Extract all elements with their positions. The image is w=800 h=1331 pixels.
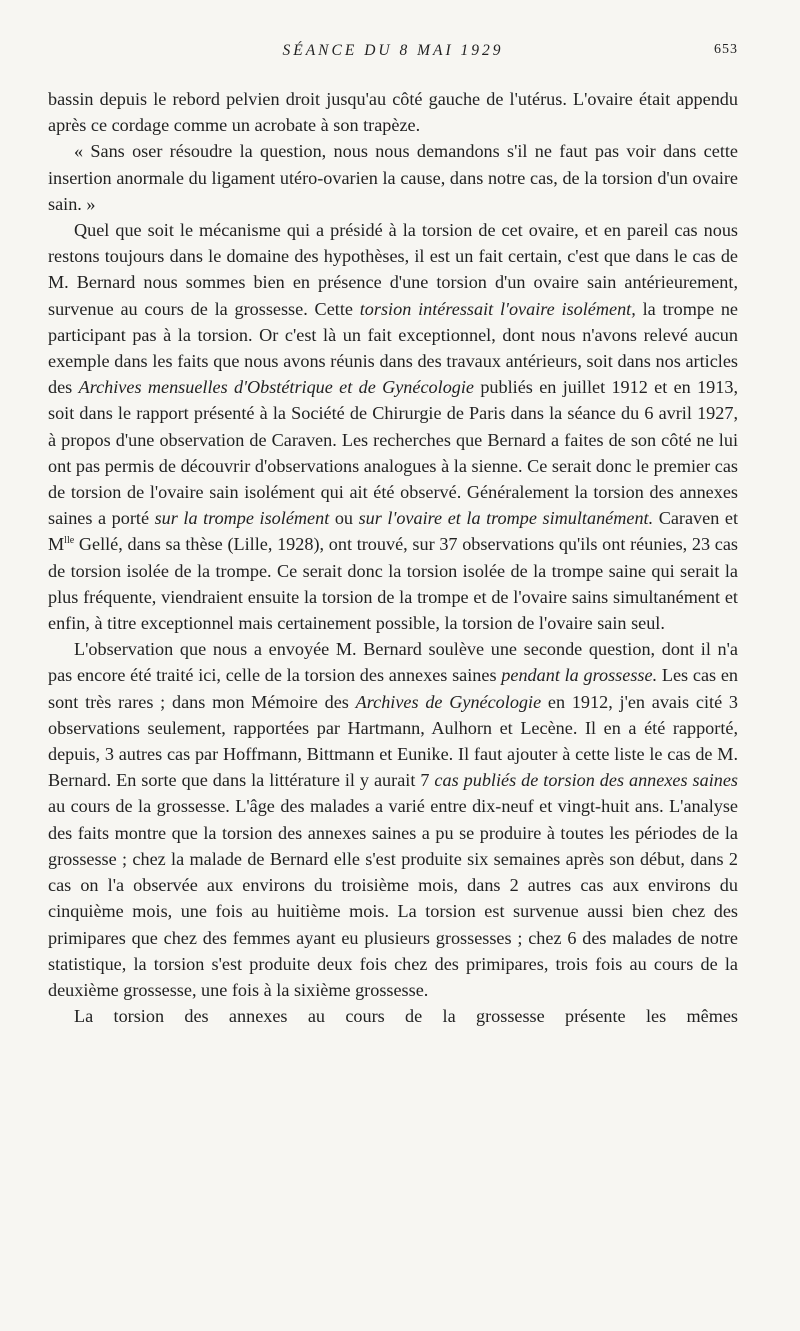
paragraph-4-italic-3: cas publiés de torsion des annexes saines <box>434 770 738 791</box>
paragraph-3-italic-1: torsion intéressait l'ovaire isolément, <box>359 298 636 319</box>
page-number: 653 <box>714 42 738 57</box>
paragraph-4-text-b: Les cas en sont très rares ; dans mon Mémoire des <box>48 665 738 712</box>
paragraph-3 <box>48 217 738 636</box>
paragraph-3-text-a: Quel que soit le mécanisme qui a présidé à la torsion de cet ovaire, et en pareil cas nous restons toujours dans le domaine des hypothèses, il est un fait certain, c'est que dans le cas de M. Bernard nous sommes bien en présence d'une torsion d'un ovaire sain antérieurement, survenue au cours de la grossesse. Cette <box>48 220 738 319</box>
running-title: SÉANCE DU 8 MAI 1929 <box>282 42 504 59</box>
paragraph-4-italic-2: Archives de Gynécologie <box>355 691 542 712</box>
paragraph-1: bassin depuis le rebord pelvien droit jusqu'au côté gauche de l'utérus. L'ovaire était appendu après ce cordage comme un acrobate à son trapèze. <box>48 89 738 136</box>
paragraph-4-text-a: L'observation que nous a envoyée M. Bernard soulève une seconde question, dont il n'a pas encore été traité ici, celle de la torsion des annexes saines <box>48 639 738 686</box>
paragraph-3-italic-4: sur l'ovaire et la trompe simultanément. <box>358 508 654 529</box>
paragraph-3-text-b: la trompe ne participant pas à la torsion. Or c'est là un fait exceptionnel, dont nous n'avons relevé aucun exemple dans les faits que nous avons réunis dans des travaux antérieurs, soit dans nos articles des <box>48 298 738 398</box>
paragraph-3-text-c: publiés en juillet 1912 et en 1913, soit dans le rapport présenté à la Société de Chirurgie de Paris dans la séance du 6 avril 1927, à propos d'une observation de Caraven. Les recherches que Bernard a faites de son côté ne lui ont pas permis de découvrir d'observations analogues à la sienne. Ce serait donc le premier cas de torsion de l'ovaire sain isolément qui ait été observé. Généralement la torsion des annexes saines a porté <box>48 377 739 529</box>
paragraph-4-text-c: en 1912, j'en avais cité 3 observations seulement, rapportées par Hartmann, Aulhorn et Lecène. Il en a été rapporté, depuis, 3 autres cas par Hoffmann, Bittmann et Eunike. Il faut ajouter à cette liste le cas de M. Bernard. En sorte que dans la littérature il y aurait 7 <box>48 691 738 791</box>
paragraph-3-italic-3: sur la trompe isolément <box>154 508 330 529</box>
paragraph-2: « Sans oser résoudre la question, nous nous demandons s'il ne faut pas voir dans cette insertion anormale du ligament utéro-ovarien la cause, dans notre cas, de la torsion d'un ovaire sain. » <box>48 141 738 214</box>
paragraph-4-text-d: au cours de la grossesse. L'âge des malades a varié entre dix-neuf et vingt-huit ans. L'analyse des faits montre que la torsion des annexes saines a pu se produire à toutes les périodes de la grossesse ; chez la malade de Bernard elle s'est produite six semaines après son début, dans 2 cas on l'a observée aux environs du troisième mois, dans 2 autres cas aux environs du cinquième mois, une fois au huitième mois. La torsion est survenue aussi bien chez des primipares que chez des femmes ayant eu plusieurs grossesses ; chez 6 des malades de notre statistique, la torsion s'est produite deux fois chez des primipares, trois fois au cours de la deuxième grossesse, une fois à la sixième grossesse. <box>48 796 738 1000</box>
superscript-lle: lle <box>64 535 75 547</box>
paragraph-4-italic-1: pendant la grossesse. <box>501 665 658 686</box>
paragraph-3-italic-2: Archives mensuelles d'Obstétrique et de Gynécologie <box>78 377 475 398</box>
paragraph-3-text-e1: Caraven et M <box>48 508 739 555</box>
paragraph-3-text-d: ou <box>329 508 359 529</box>
paragraph-4 <box>48 636 738 1003</box>
body-text <box>48 86 738 1029</box>
paragraph-5: La torsion des annexes au cours de la grossesse présente les mêmes <box>74 1006 738 1027</box>
running-header <box>48 42 738 66</box>
paragraph-3-text-e2: Gellé, dans sa thèse (Lille, 1928), ont trouvé, sur 37 observations qu'ils ont réunies, 23 cas de torsion isolée de la trompe. Ce serait donc la torsion isolée de la trompe saine qui serait la plus fréquente, viendraient ensuite la torsion de la trompe et de l'ovaire sains simultanément et enfin, à titre exceptionnel mais certainement possible, la torsion de l'ovaire sain seul. <box>48 534 738 634</box>
